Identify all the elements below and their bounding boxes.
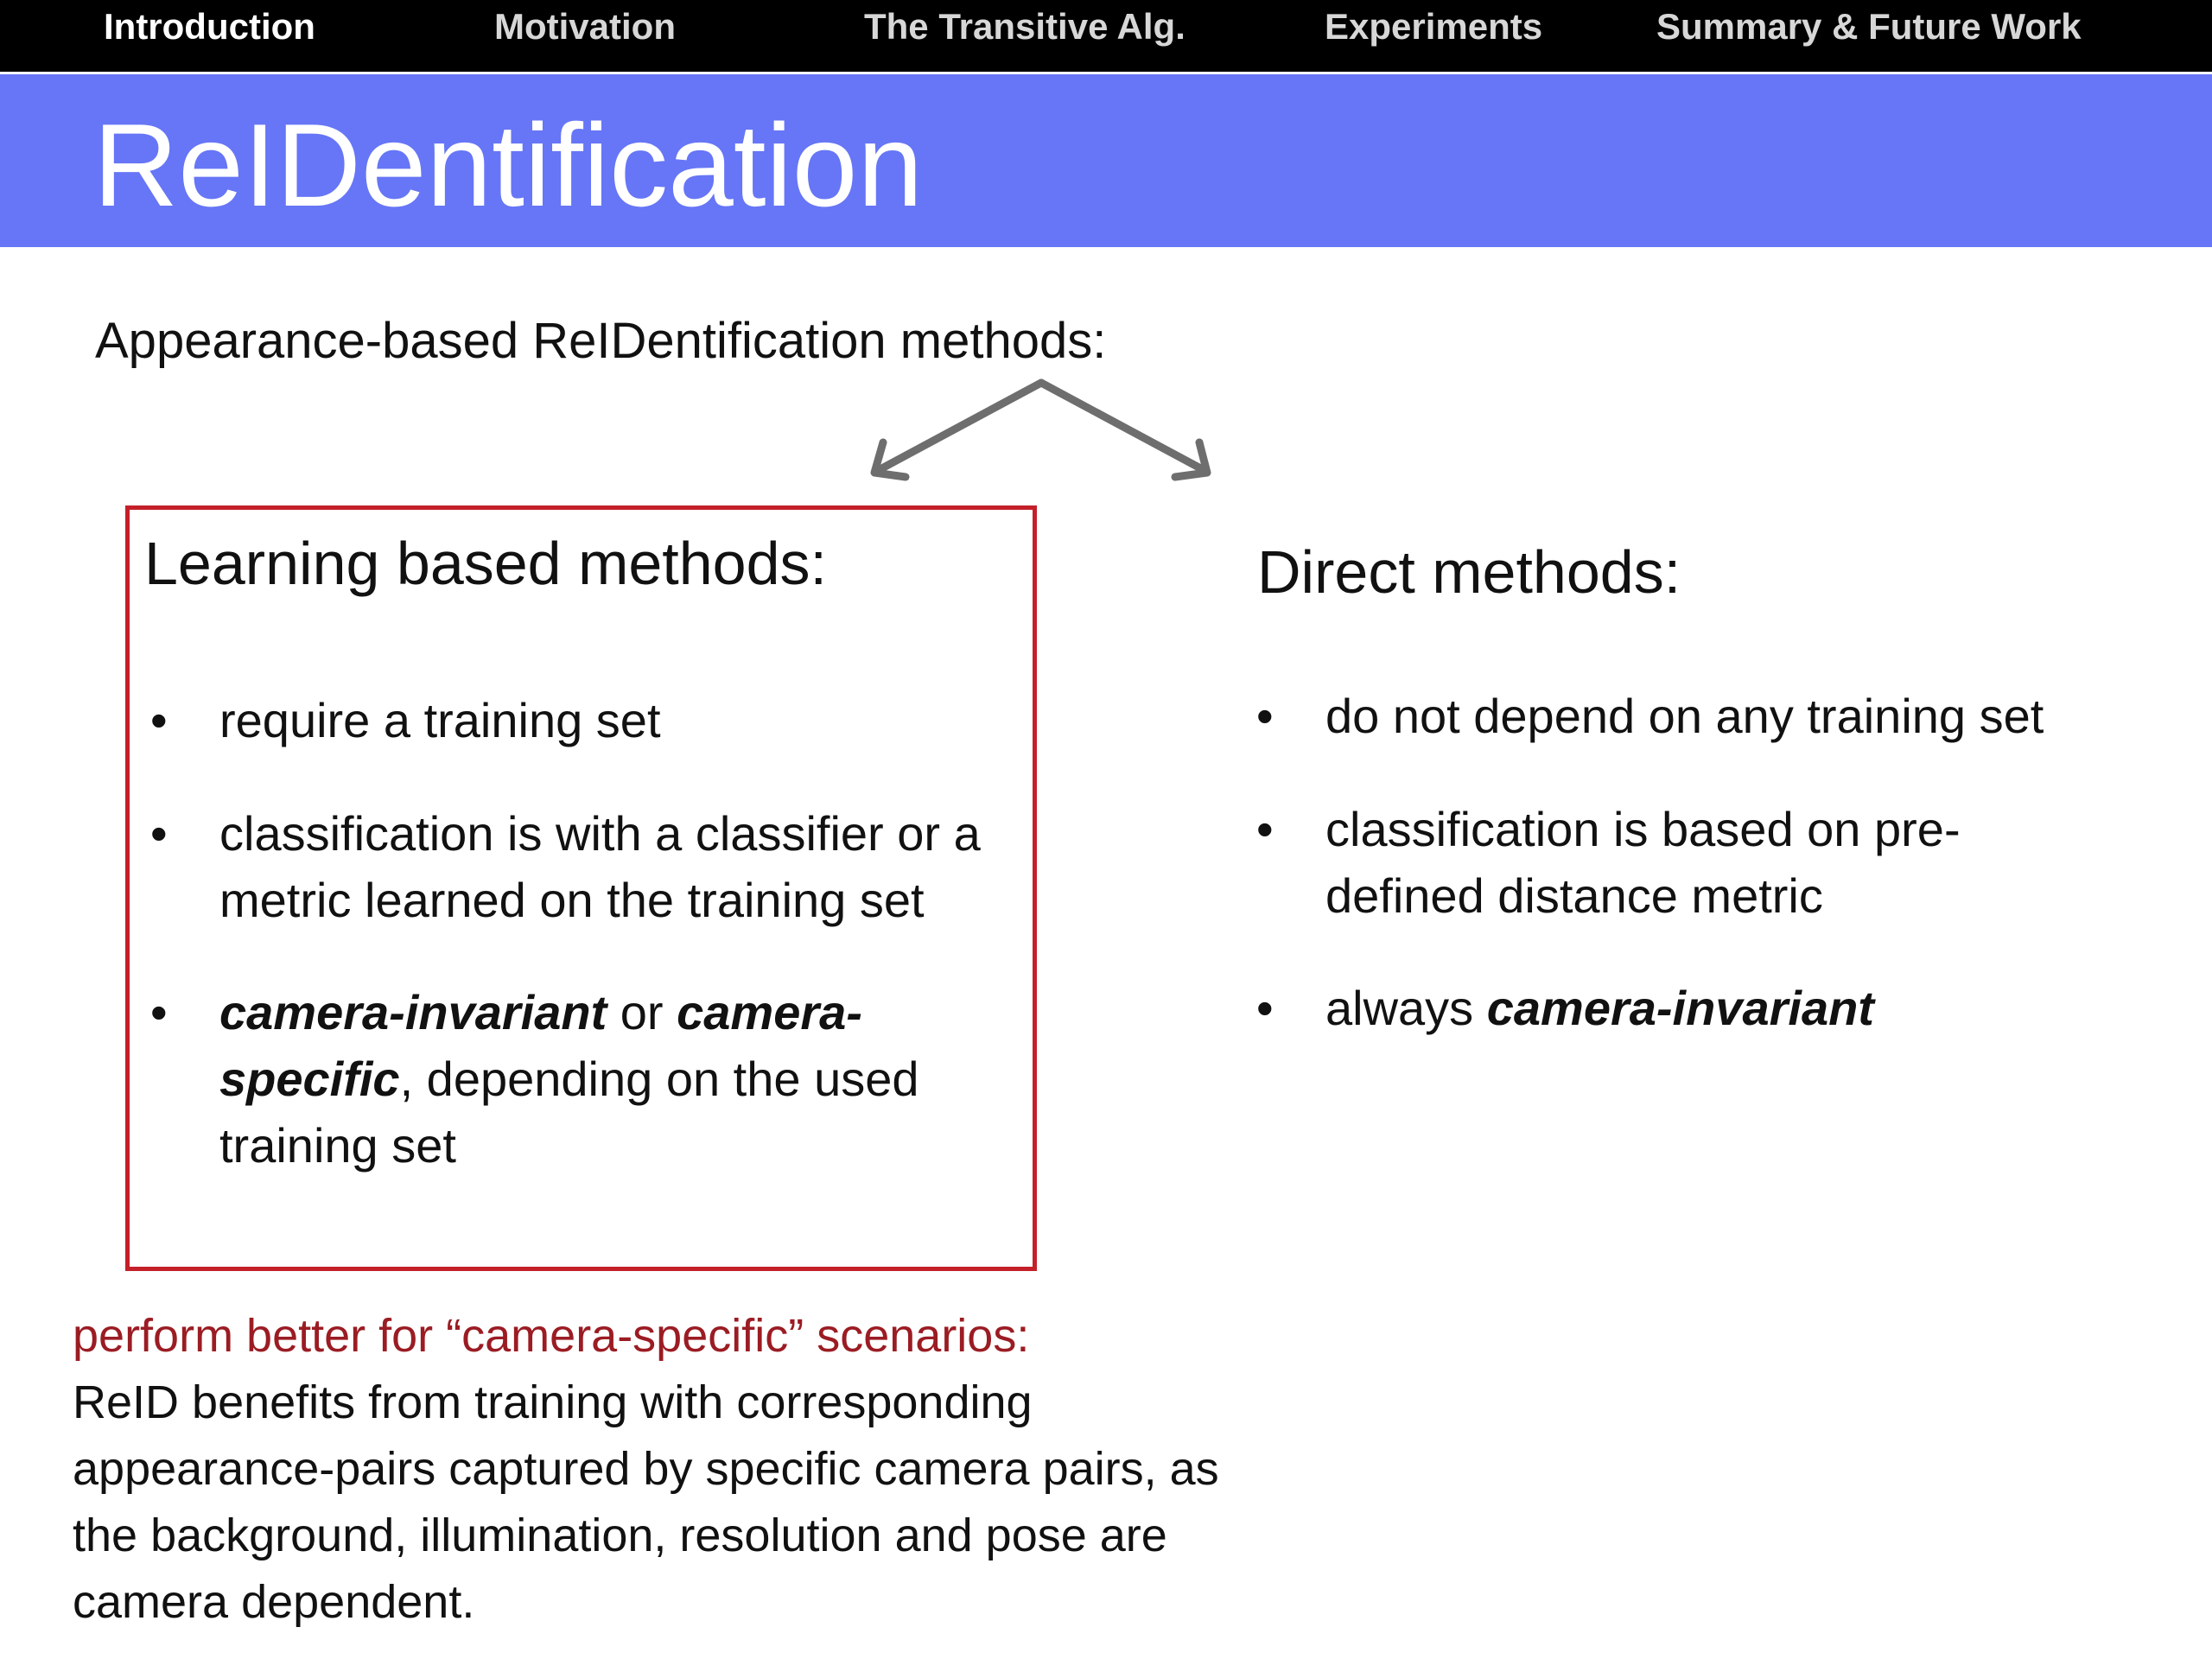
camera-specific-note-heading: perform better for “camera-specific” scenarios: (73, 1310, 1030, 1362)
left-arrow-shaft (877, 383, 1041, 471)
bullet-text-line-2: metric learned on the training set (219, 873, 925, 927)
learning-methods-list (150, 687, 1032, 1179)
bullet-text-line-1: classification is based on pre- (1325, 802, 1961, 856)
bullet-text: , depending on the used (399, 1052, 919, 1106)
bullet-icon: • (1256, 689, 1274, 743)
list-item (1256, 796, 2190, 929)
nav-item-introduction[interactable]: Introduction (104, 6, 315, 47)
intro-heading: Appearance-based ReIDentification methods: (95, 313, 1107, 369)
list-item (150, 979, 1032, 1179)
camera-specific-note-body: ReID benefits from training with corresponding appearance-pairs captured by specific camera pairs, as the background, illumination, resolution and pose are camera dependent. (73, 1376, 1219, 1628)
emphasis-text: camera-invariant (219, 985, 607, 1039)
emphasis-text: camera- (677, 985, 862, 1039)
bullet-icon: • (150, 806, 168, 861)
direct-methods-heading: Direct methods: (1257, 538, 1681, 606)
bullet-text: do not depend on any training set (1325, 689, 2044, 743)
bullet-text-line-2: defined distance metric (1325, 868, 1823, 923)
list-item (1256, 975, 2190, 1041)
bullet-icon: • (1256, 981, 1274, 1035)
emphasis-text: camera-invariant (1486, 981, 1874, 1035)
bullet-text-line-1: classification is with a classifier or a (219, 806, 981, 861)
bullet-icon: • (150, 693, 168, 747)
slide-title: ReIDentification (93, 99, 924, 231)
list-item (150, 687, 1032, 753)
bullet-icon: • (1256, 802, 1274, 856)
nav-item-experiments[interactable]: Experiments (1325, 6, 1543, 47)
list-item (1256, 683, 2190, 749)
bullet-icon: • (150, 985, 168, 1039)
bullet-text: or (607, 985, 677, 1039)
right-arrow-shaft (1041, 383, 1205, 471)
bullet-text: always (1325, 981, 1487, 1035)
nav-item-summary-future-work[interactable]: Summary & Future Work (1656, 6, 2082, 47)
emphasis-text: specific (219, 1052, 400, 1106)
nav-item-transitive-alg[interactable]: The Transitive Alg. (864, 6, 1185, 47)
learning-methods-heading: Learning based methods: (144, 530, 827, 597)
direct-methods-list (1256, 683, 2190, 1041)
bullet-text: require a training set (219, 693, 661, 747)
list-item (150, 800, 1032, 933)
bullet-text-line-3: training set (219, 1118, 456, 1173)
nav-item-motivation[interactable]: Motivation (494, 6, 676, 47)
